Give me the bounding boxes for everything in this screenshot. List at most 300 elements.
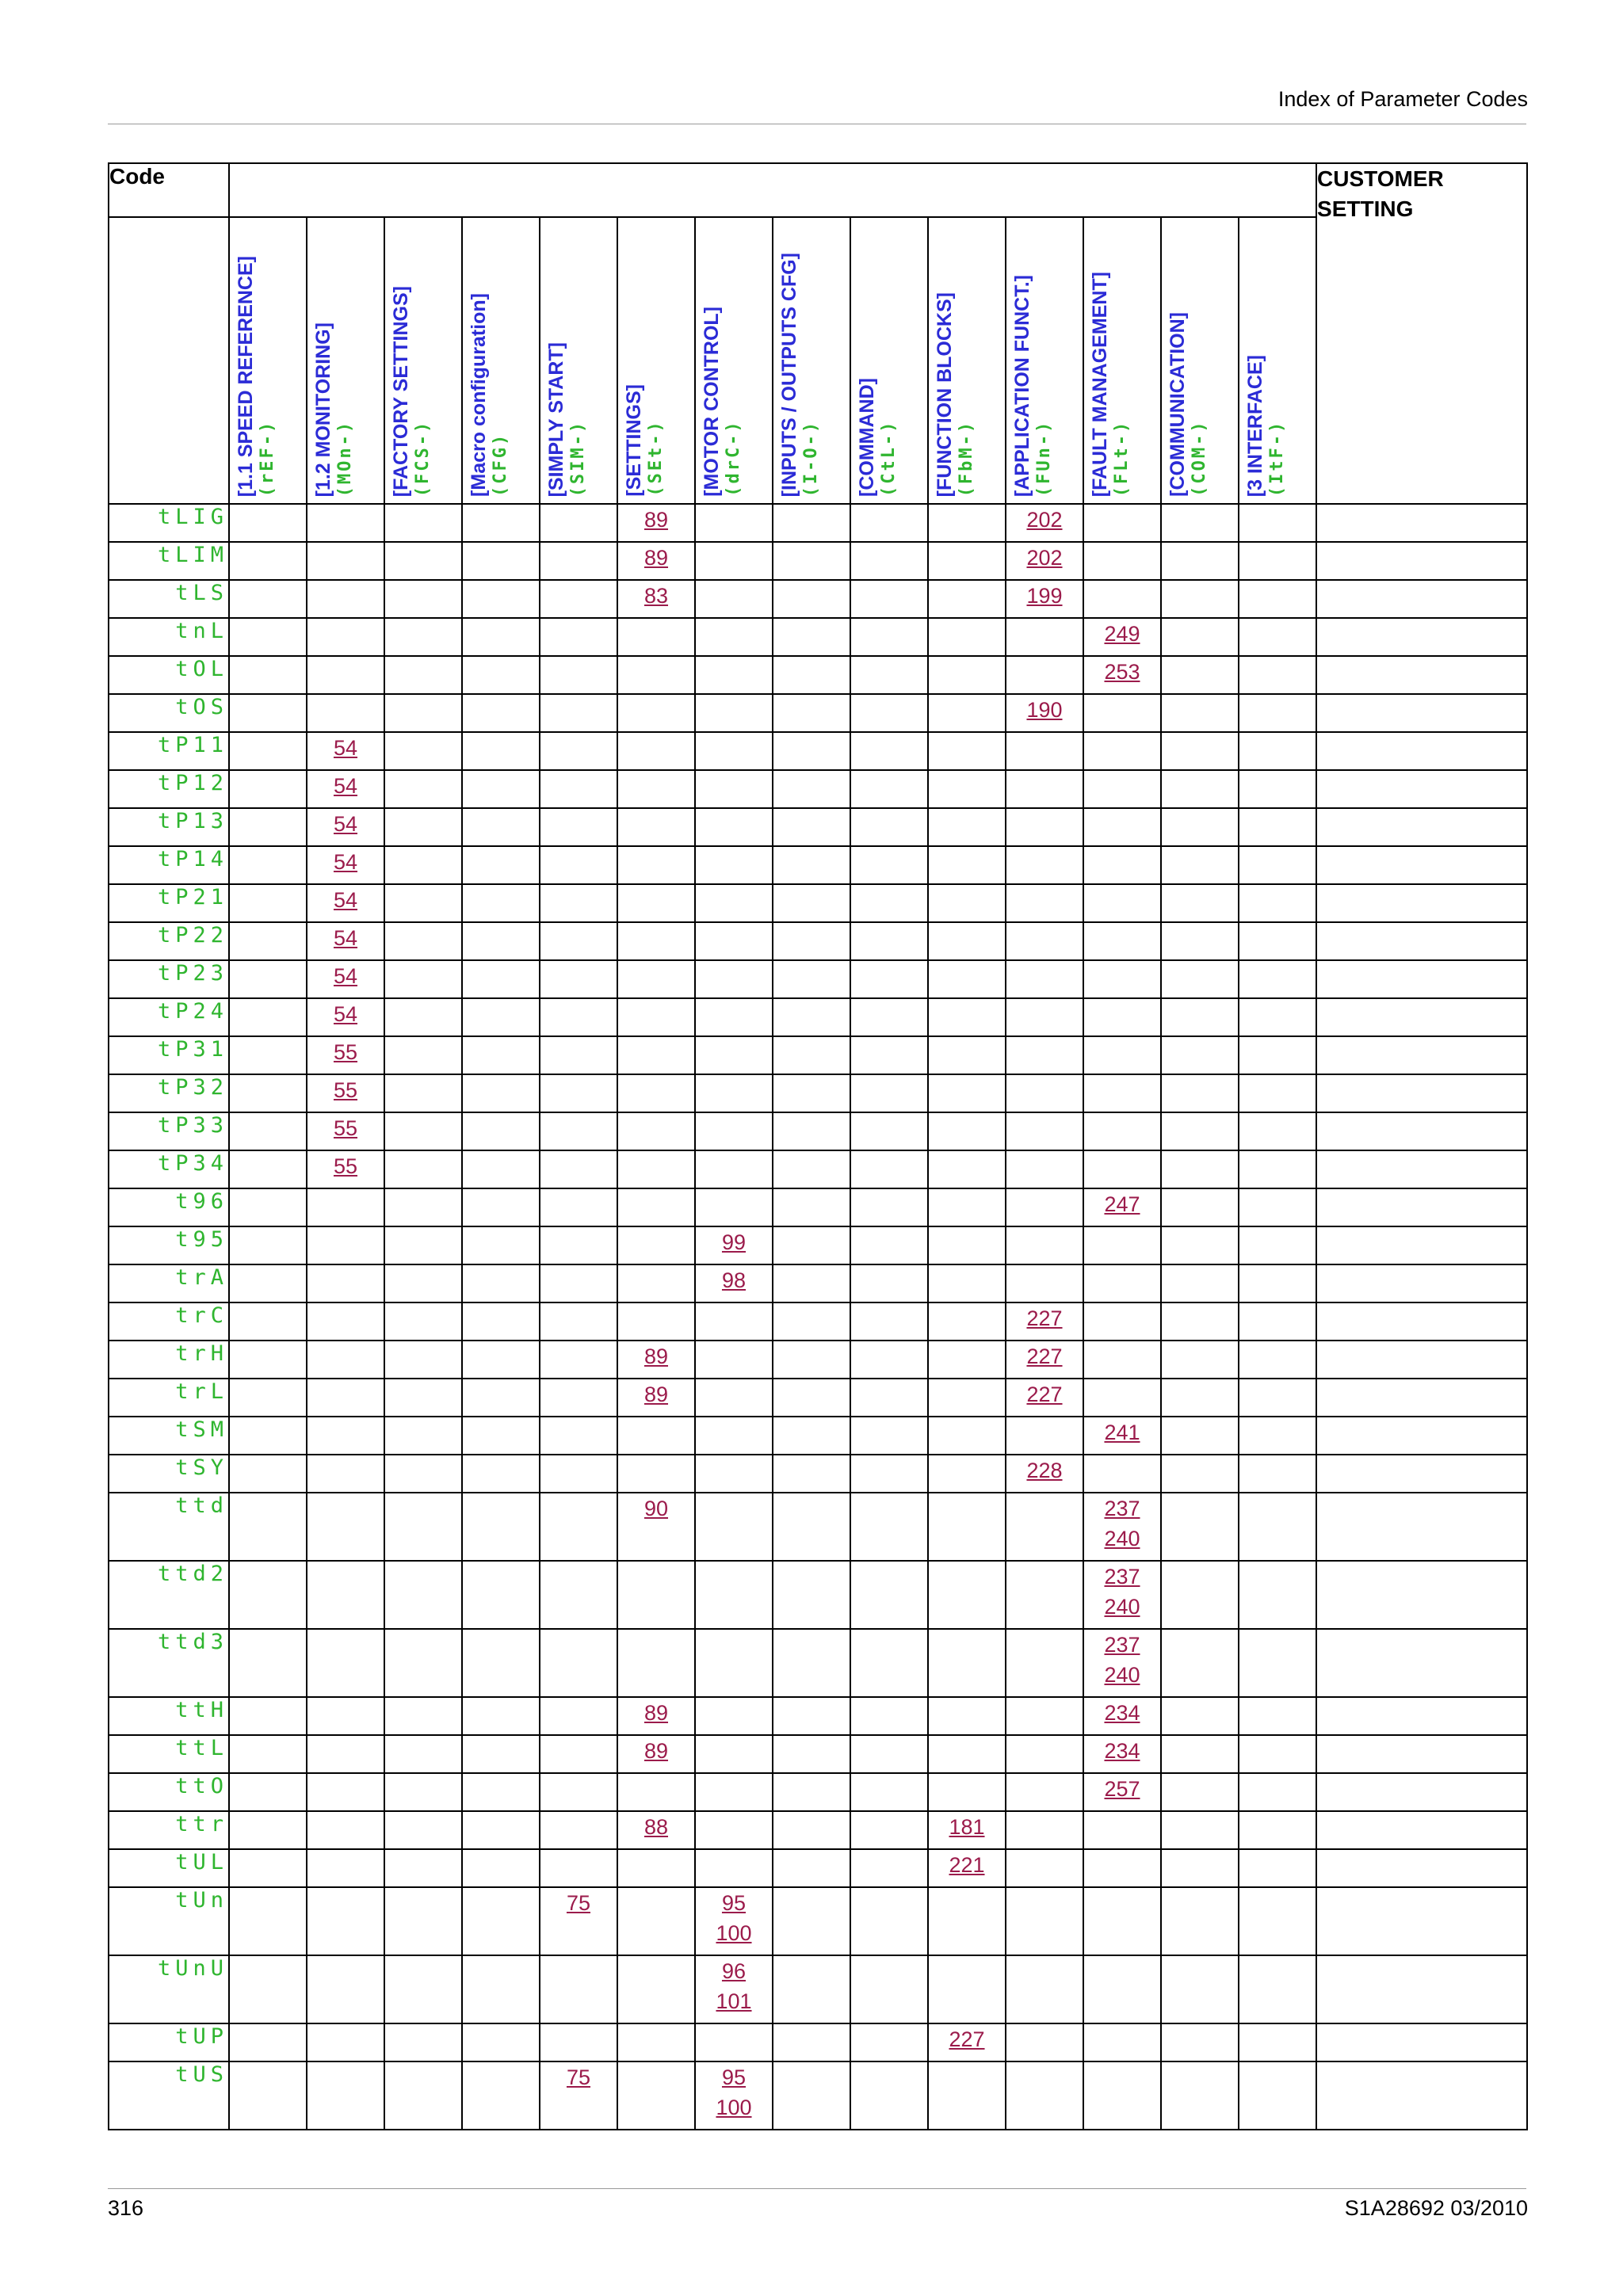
menu-cell	[773, 1188, 850, 1226]
page-link[interactable]: 253	[1104, 660, 1140, 684]
menu-cell	[307, 1379, 384, 1417]
page-link[interactable]: 190	[1026, 698, 1063, 722]
menu-cell	[850, 808, 928, 846]
menu-cell	[928, 1417, 1006, 1455]
menu-cell	[1006, 1849, 1083, 1887]
menu-cell	[850, 1150, 928, 1188]
table-row	[109, 1264, 1527, 1302]
parameter-code: ttd	[109, 1493, 229, 1561]
menu-cell	[229, 1188, 307, 1226]
menu-cell	[1239, 1811, 1316, 1849]
page-link[interactable]: 95	[721, 2065, 747, 2089]
page-link[interactable]: 98	[721, 1268, 747, 1292]
page-link[interactable]: 54	[333, 812, 358, 836]
menu-cell	[850, 1112, 928, 1150]
menu-code: (FbM-)	[957, 419, 976, 497]
parameter-code: ttd2	[109, 1561, 229, 1629]
menu-cell	[850, 960, 928, 998]
menu-cell	[1083, 1887, 1161, 1955]
menu-name: [Macro configuration]	[468, 293, 490, 497]
table-row	[109, 1036, 1527, 1074]
page-link[interactable]: 83	[643, 584, 669, 608]
menu-code: (ItF-)	[1267, 419, 1287, 497]
parameter-code: trH	[109, 1341, 229, 1379]
page-link[interactable]: 202	[1026, 546, 1063, 570]
customer-setting-cell	[1316, 618, 1527, 656]
table-row	[109, 542, 1527, 580]
menu-cell	[462, 1561, 540, 1629]
menu-cell	[384, 1112, 462, 1150]
page-link[interactable]: 227	[949, 2027, 985, 2051]
menu-name: [3 INTERFACE]	[1244, 354, 1266, 497]
menu-cell	[229, 1379, 307, 1417]
menu-cell	[307, 1074, 384, 1112]
menu-cell	[1161, 1773, 1239, 1811]
page-link[interactable]: 234	[1104, 1739, 1140, 1763]
menu-cell	[229, 884, 307, 922]
menu-cell	[928, 1735, 1006, 1773]
parameter-code: tUL	[109, 1849, 229, 1887]
menu-cell	[307, 1887, 384, 1955]
menu-cell	[773, 732, 850, 770]
page-link[interactable]: 89	[643, 546, 669, 570]
menu-cell	[928, 1629, 1006, 1697]
menu-cell	[462, 656, 540, 694]
menu-cell	[229, 1561, 307, 1629]
menu-cell	[695, 884, 773, 922]
menu-cell	[695, 1036, 773, 1074]
menu-cell	[1006, 808, 1083, 846]
menu-cell	[1006, 542, 1083, 580]
menu-cell	[384, 808, 462, 846]
parameter-code: tP33	[109, 1112, 229, 1150]
menu-cell	[307, 2061, 384, 2130]
menu-cell	[850, 1955, 928, 2023]
menu-cell	[540, 580, 617, 618]
menu-cell	[928, 1074, 1006, 1112]
menu-cell	[307, 1112, 384, 1150]
menu-cell	[384, 1188, 462, 1226]
customer-setting-cell	[1316, 770, 1527, 808]
menu-cell	[307, 1955, 384, 2023]
customer-setting-cell	[1316, 2061, 1527, 2130]
page-link[interactable]: 237	[1104, 1633, 1140, 1657]
page-link[interactable]: 89	[643, 1701, 669, 1725]
menu-cell	[540, 656, 617, 694]
parameter-code: tOL	[109, 656, 229, 694]
page-link[interactable]: 227	[1026, 1383, 1063, 1406]
menu-cell	[850, 2023, 928, 2061]
menu-cell	[773, 998, 850, 1036]
menu-cell	[773, 1493, 850, 1561]
page-link[interactable]: 257	[1104, 1777, 1140, 1801]
menu-cell	[540, 1074, 617, 1112]
menu-cell	[773, 922, 850, 960]
menu-cell	[540, 618, 617, 656]
menu-cell	[384, 1849, 462, 1887]
menu-cell	[773, 580, 850, 618]
menu-cell	[307, 770, 384, 808]
page-link[interactable]: 241	[1104, 1421, 1140, 1444]
menu-cell	[1239, 1379, 1316, 1417]
menu-cell	[1083, 1188, 1161, 1226]
menu-cell	[229, 960, 307, 998]
menu-cell	[384, 846, 462, 884]
menu-cell	[1006, 656, 1083, 694]
table-row	[109, 1887, 1527, 1955]
page-link[interactable]: 249	[1104, 622, 1140, 646]
menu-cell	[695, 732, 773, 770]
menu-cell	[1006, 1074, 1083, 1112]
table-row	[109, 1455, 1527, 1493]
table-row	[109, 1773, 1527, 1811]
customer-setting-cell	[1316, 922, 1527, 960]
menu-cell	[773, 1811, 850, 1849]
menu-cell	[617, 846, 695, 884]
customer-setting-cell	[1316, 846, 1527, 884]
menu-cell	[540, 808, 617, 846]
page-link[interactable]: 89	[643, 508, 669, 532]
page-link[interactable]: 221	[949, 1853, 985, 1877]
menu-cell	[695, 998, 773, 1036]
page-link[interactable]: 75	[566, 2065, 591, 2089]
menu-cell	[462, 2023, 540, 2061]
page-link[interactable]: 54	[333, 888, 358, 912]
table-row	[109, 1629, 1527, 1697]
page-link[interactable]: 199	[1026, 584, 1063, 608]
parameter-code: tP13	[109, 808, 229, 846]
menu-cell	[1006, 1379, 1083, 1417]
menu-cell	[1161, 1561, 1239, 1629]
page-link[interactable]: 240	[1104, 1595, 1140, 1619]
menu-cell	[1083, 922, 1161, 960]
menu-cell	[1083, 1341, 1161, 1379]
menu-cell	[229, 922, 307, 960]
menu-cell	[1161, 656, 1239, 694]
page-link[interactable]: 100	[716, 2096, 752, 2119]
menu-cell	[773, 808, 850, 846]
menu-cell	[850, 884, 928, 922]
menu-cell	[384, 884, 462, 922]
menu-cell	[850, 580, 928, 618]
menu-cell	[773, 1150, 850, 1188]
menu-cell	[229, 2023, 307, 2061]
menu-cell	[540, 1493, 617, 1561]
menu-cell	[307, 960, 384, 998]
page-link[interactable]: 247	[1104, 1192, 1140, 1216]
menu-cell	[617, 960, 695, 998]
customer-setting-cell	[1316, 1811, 1527, 1849]
menu-cell	[307, 542, 384, 580]
menu-cell	[540, 1379, 617, 1417]
menu-cell	[1161, 1493, 1239, 1561]
menu-cell	[1083, 1112, 1161, 1150]
menu-cell	[850, 1302, 928, 1341]
menu-cell	[928, 542, 1006, 580]
menu-cell	[307, 732, 384, 770]
menu-cell	[1239, 1036, 1316, 1074]
menu-cell	[617, 922, 695, 960]
menu-cell	[307, 1629, 384, 1697]
menu-cell	[695, 960, 773, 998]
menu-column-header	[1239, 217, 1316, 504]
menu-code: (FLt-)	[1112, 419, 1132, 497]
menu-cell	[850, 1697, 928, 1735]
menu-cell	[384, 1264, 462, 1302]
menu-cell	[695, 770, 773, 808]
menu-cell	[1239, 1455, 1316, 1493]
table-row	[109, 846, 1527, 884]
menu-cell	[229, 1150, 307, 1188]
menu-cell	[773, 1074, 850, 1112]
menu-cell	[307, 1811, 384, 1849]
menu-column-header	[1161, 217, 1239, 504]
menu-cell	[307, 1036, 384, 1074]
menu-cell	[384, 1226, 462, 1264]
page-link[interactable]: 89	[643, 1739, 669, 1763]
menu-cell	[1161, 2061, 1239, 2130]
menu-cell	[540, 1887, 617, 1955]
menu-cell	[462, 1379, 540, 1417]
menu-cell	[540, 1112, 617, 1150]
menu-cell	[384, 1629, 462, 1697]
menu-cell	[928, 1264, 1006, 1302]
table-row	[109, 618, 1527, 656]
menu-cell	[928, 1112, 1006, 1150]
page-link[interactable]: 55	[333, 1040, 358, 1064]
menu-cell	[229, 808, 307, 846]
page-link[interactable]: 234	[1104, 1701, 1140, 1725]
page-link[interactable]: 181	[949, 1815, 985, 1839]
menu-cell	[540, 1226, 617, 1264]
page-link[interactable]: 227	[1026, 1344, 1063, 1368]
menu-cell	[695, 1417, 773, 1455]
menu-cell	[695, 1264, 773, 1302]
page-link[interactable]: 202	[1026, 508, 1063, 532]
menu-cell	[928, 580, 1006, 618]
menu-cell	[695, 1302, 773, 1341]
table-row	[109, 580, 1527, 618]
menu-cell	[307, 1561, 384, 1629]
menu-cell	[617, 1887, 695, 1955]
parameter-code: tSY	[109, 1455, 229, 1493]
page-link[interactable]: 54	[333, 1002, 358, 1026]
customer-setting-cell	[1316, 1455, 1527, 1493]
page-link[interactable]: 99	[721, 1230, 747, 1254]
menu-code: (MOn-)	[335, 419, 355, 497]
customer-setting-cell	[1316, 732, 1527, 770]
parameter-code: t95	[109, 1226, 229, 1264]
parameter-code: tLIG	[109, 504, 229, 542]
menu-cell	[229, 998, 307, 1036]
menu-cell	[540, 1302, 617, 1341]
table-row	[109, 1493, 1527, 1561]
menu-cell	[229, 618, 307, 656]
menu-code: (COM-)	[1190, 419, 1209, 497]
menu-cell	[462, 1341, 540, 1379]
menu-cell	[1161, 694, 1239, 732]
menu-cell	[1239, 846, 1316, 884]
customer-setting-cell	[1316, 1150, 1527, 1188]
parameter-code: ttH	[109, 1697, 229, 1735]
menu-cell	[850, 1811, 928, 1849]
menu-cell	[850, 1226, 928, 1264]
menu-cell	[462, 1455, 540, 1493]
menu-cell	[1006, 1887, 1083, 1955]
menu-column-header	[1006, 217, 1083, 504]
menu-cell	[1006, 504, 1083, 542]
menu-cell	[229, 1074, 307, 1112]
menu-cell	[617, 1455, 695, 1493]
menu-cell	[384, 1811, 462, 1849]
page-link[interactable]: 54	[333, 964, 358, 988]
menu-cell	[1006, 998, 1083, 1036]
page-link[interactable]: 90	[643, 1497, 669, 1520]
customer-setting-cell	[1316, 580, 1527, 618]
menu-cell	[695, 1735, 773, 1773]
menu-name: [COMMAND]	[856, 378, 878, 497]
menu-cell	[928, 1955, 1006, 2023]
customer-setting-cell	[1316, 1074, 1527, 1112]
menu-cell	[850, 1341, 928, 1379]
menu-cell	[928, 1341, 1006, 1379]
menu-cell	[1006, 1697, 1083, 1735]
menu-name: [1.1 SPEED REFERENCE]	[235, 255, 257, 497]
menu-cell	[462, 1188, 540, 1226]
page-link[interactable]: 75	[566, 1891, 591, 1915]
menu-cell	[307, 580, 384, 618]
menu-cell	[695, 1561, 773, 1629]
menu-cell	[773, 1302, 850, 1341]
parameter-code: tnL	[109, 618, 229, 656]
menu-cell	[1161, 884, 1239, 922]
menu-cell	[462, 618, 540, 656]
menu-cell	[1161, 1697, 1239, 1735]
table-row	[109, 1697, 1527, 1735]
menu-cell	[773, 770, 850, 808]
table-row	[109, 1188, 1527, 1226]
page-link[interactable]: 54	[333, 736, 358, 760]
menu-cell	[307, 618, 384, 656]
menu-cell	[462, 1112, 540, 1150]
page-link[interactable]: 95	[721, 1891, 747, 1915]
menu-cell	[540, 922, 617, 960]
customer-setting-cell	[1316, 1887, 1527, 1955]
menu-cell	[229, 1036, 307, 1074]
menu-code: (SEt-)	[646, 419, 666, 497]
menu-cell	[1006, 1150, 1083, 1188]
table-row	[109, 884, 1527, 922]
page-link[interactable]: 54	[333, 926, 358, 950]
menu-cell	[307, 884, 384, 922]
table-row	[109, 1112, 1527, 1150]
menu-cell	[850, 656, 928, 694]
menu-cell	[695, 618, 773, 656]
page-link[interactable]: 101	[716, 1989, 752, 2013]
page-link[interactable]: 100	[716, 1921, 752, 1945]
page-link[interactable]: 240	[1104, 1663, 1140, 1687]
menu-cell	[695, 694, 773, 732]
menu-cell	[617, 1629, 695, 1697]
menu-code: (I-O-)	[801, 419, 821, 497]
menu-cell	[773, 1112, 850, 1150]
menu-cell	[617, 1074, 695, 1112]
page-link[interactable]: 237	[1104, 1565, 1140, 1589]
menu-cell	[384, 1955, 462, 2023]
menu-cell	[307, 1150, 384, 1188]
menu-cell	[1006, 2023, 1083, 2061]
page-link[interactable]: 89	[643, 1344, 669, 1368]
page-link[interactable]: 237	[1104, 1497, 1140, 1520]
page-link[interactable]: 227	[1026, 1306, 1063, 1330]
page-link[interactable]: 96	[721, 1959, 747, 1983]
page-link[interactable]: 55	[333, 1078, 358, 1102]
table-row	[109, 922, 1527, 960]
menu-cell	[1161, 1455, 1239, 1493]
page-link[interactable]: 54	[333, 850, 358, 874]
parameter-code: ttd3	[109, 1629, 229, 1697]
customer-setting-cell	[1316, 694, 1527, 732]
menu-cell	[384, 1735, 462, 1773]
menu-cell	[1161, 922, 1239, 960]
menu-cell	[695, 1455, 773, 1493]
menu-cell	[850, 1735, 928, 1773]
menu-cell	[462, 770, 540, 808]
menu-cell	[462, 884, 540, 922]
menu-cell	[617, 542, 695, 580]
page-link[interactable]: 88	[643, 1815, 669, 1839]
menu-cell	[928, 846, 1006, 884]
table-row	[109, 2023, 1527, 2061]
menu-cell	[1083, 1302, 1161, 1341]
menu-cell	[617, 2023, 695, 2061]
menu-cell	[1161, 504, 1239, 542]
page-link[interactable]: 228	[1026, 1459, 1063, 1482]
menu-cell	[462, 1226, 540, 1264]
menu-cell	[307, 2023, 384, 2061]
menu-cell	[307, 1264, 384, 1302]
menu-cell	[695, 580, 773, 618]
menu-column-header	[928, 217, 1006, 504]
menu-cell	[1006, 1341, 1083, 1379]
page-link[interactable]: 54	[333, 774, 358, 798]
menu-cell	[695, 1188, 773, 1226]
page-link[interactable]: 55	[333, 1116, 358, 1140]
menu-cell	[1239, 884, 1316, 922]
menu-cell	[307, 656, 384, 694]
parameter-code: trA	[109, 1264, 229, 1302]
menu-cell	[462, 1773, 540, 1811]
customer-setting-cell	[1316, 1493, 1527, 1561]
table-row	[109, 1379, 1527, 1417]
menu-cell	[307, 922, 384, 960]
menu-cell	[1161, 1955, 1239, 2023]
menu-cell	[1161, 1150, 1239, 1188]
menu-name: [COMMUNICATION]	[1167, 312, 1189, 497]
menu-cell	[1161, 1264, 1239, 1302]
menu-cell	[540, 960, 617, 998]
customer-setting-cell	[1316, 1773, 1527, 1811]
page-link[interactable]: 55	[333, 1154, 358, 1178]
menu-cell	[1006, 884, 1083, 922]
menu-cell	[1239, 1887, 1316, 1955]
menu-cell	[1006, 1561, 1083, 1629]
customer-setting-cell	[1316, 1417, 1527, 1455]
page-link[interactable]: 89	[643, 1383, 669, 1406]
page-link[interactable]: 240	[1104, 1527, 1140, 1550]
menu-cell	[540, 1150, 617, 1188]
menu-column-header	[850, 217, 928, 504]
